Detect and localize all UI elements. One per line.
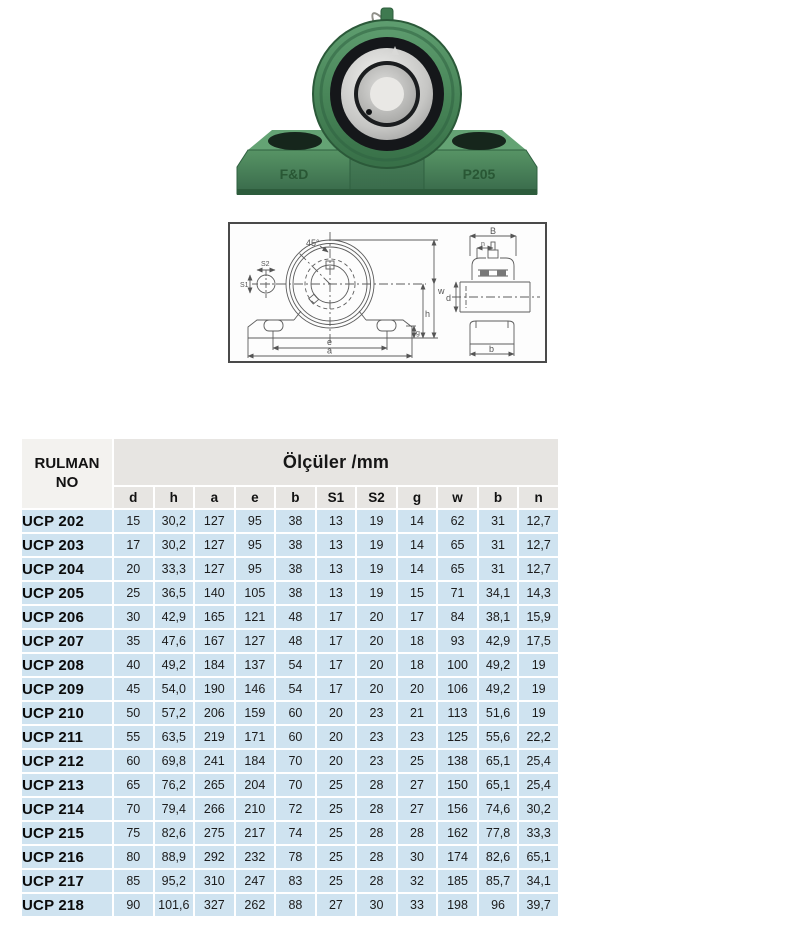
dimension-cell: 72 xyxy=(276,798,315,820)
dimension-cell: 13 xyxy=(317,510,356,532)
column-header: S2 xyxy=(357,487,396,508)
b-label: b xyxy=(489,344,495,354)
dimension-cell: 127 xyxy=(195,510,234,532)
dimension-cell: 65,1 xyxy=(479,774,518,796)
column-header: g xyxy=(398,487,437,508)
dimension-cell: 55,6 xyxy=(479,726,518,748)
dimension-cell: 20 xyxy=(317,750,356,772)
side-view xyxy=(452,236,540,356)
dimension-cell: 262 xyxy=(236,894,275,916)
dimension-cell: 241 xyxy=(195,750,234,772)
dimension-cell: 95 xyxy=(236,534,275,556)
dimension-cell: 167 xyxy=(195,630,234,652)
table-row xyxy=(22,894,558,916)
dimension-cell: 13 xyxy=(317,558,356,580)
dimension-cell: 25 xyxy=(398,750,437,772)
dimension-cell: 105 xyxy=(236,582,275,604)
dimension-cell: 88 xyxy=(276,894,315,916)
row-label: UCP 210 xyxy=(22,702,112,724)
dimension-cell: 23 xyxy=(398,726,437,748)
dimension-cell: 22,2 xyxy=(519,726,558,748)
dimension-cell: 14 xyxy=(398,558,437,580)
dimension-cell: 77,8 xyxy=(479,822,518,844)
row-label: UCP 218 xyxy=(22,894,112,916)
dimension-cell: 70 xyxy=(276,750,315,772)
dimension-cell: 85,7 xyxy=(479,870,518,892)
dimension-cell: 31 xyxy=(479,534,518,556)
dimension-cell: 74,6 xyxy=(479,798,518,820)
right-foot-marking: P205 xyxy=(462,166,496,182)
dimension-cell: 47,6 xyxy=(155,630,194,652)
dimension-cell: 101,6 xyxy=(155,894,194,916)
dimension-cell: 32 xyxy=(398,870,437,892)
dimension-cell: 30 xyxy=(114,606,153,628)
dimension-cell: 13 xyxy=(317,582,356,604)
dimension-cell: 34,1 xyxy=(519,870,558,892)
dimension-cell: 95,2 xyxy=(155,870,194,892)
dimension-cell: 70 xyxy=(114,798,153,820)
dimension-cell: 28 xyxy=(357,798,396,820)
dimension-cell: 140 xyxy=(195,582,234,604)
dimension-cell: 174 xyxy=(438,846,477,868)
dimension-cell: 20 xyxy=(317,702,356,724)
dimension-cell: 23 xyxy=(357,726,396,748)
dimension-cell: 93 xyxy=(438,630,477,652)
dimension-cell: 54 xyxy=(276,678,315,700)
e-label: e xyxy=(327,337,333,347)
row-label: UCP 205 xyxy=(22,582,112,604)
dimension-cell: 57,2 xyxy=(155,702,194,724)
table-row xyxy=(22,750,558,772)
dimension-cell: 19 xyxy=(357,510,396,532)
right-bolt-hole xyxy=(452,132,506,150)
h-label: h xyxy=(425,309,431,319)
row-label: UCP 202 xyxy=(22,510,112,532)
dimension-cell: 204 xyxy=(236,774,275,796)
dimension-cell: 49,2 xyxy=(155,654,194,676)
dimension-cell: 19 xyxy=(357,558,396,580)
row-label: UCP 204 xyxy=(22,558,112,580)
column-header: h xyxy=(155,487,194,508)
table-row xyxy=(22,606,558,628)
dimension-cell: 106 xyxy=(438,678,477,700)
dimension-cell: 39,7 xyxy=(519,894,558,916)
dimension-cell: 85 xyxy=(114,870,153,892)
dimension-cell: 30 xyxy=(398,846,437,868)
row-label: UCP 203 xyxy=(22,534,112,556)
dimension-cell: 14 xyxy=(398,510,437,532)
dimension-cell: 28 xyxy=(357,846,396,868)
front-view xyxy=(248,232,438,358)
row-header-line1: RULMAN xyxy=(34,454,100,472)
dimension-cell: 206 xyxy=(195,702,234,724)
dimension-cell: 19 xyxy=(519,702,558,724)
dimension-cell: 30,2 xyxy=(155,534,194,556)
dimension-cell: 65 xyxy=(438,534,477,556)
row-label: UCP 217 xyxy=(22,870,112,892)
dimension-cell: 38 xyxy=(276,534,315,556)
dimension-cell: 138 xyxy=(438,750,477,772)
dimension-cell: 42,9 xyxy=(155,606,194,628)
dimension-cell: 15,9 xyxy=(519,606,558,628)
dimension-cell: 219 xyxy=(195,726,234,748)
dimension-cell: 275 xyxy=(195,822,234,844)
left-foot-marking: F&D xyxy=(279,166,309,182)
dimension-cell: 327 xyxy=(195,894,234,916)
dimension-cell: 17 xyxy=(317,606,356,628)
dimension-cell: 49,2 xyxy=(479,678,518,700)
dimension-cell: 247 xyxy=(236,870,275,892)
left-bolt-hole xyxy=(268,132,322,150)
dimension-cell: 17 xyxy=(317,654,356,676)
dimension-cell: 13 xyxy=(317,534,356,556)
table-row xyxy=(22,798,558,820)
s1-label: S1 xyxy=(240,282,249,289)
g-label: g xyxy=(416,330,420,337)
B-label: B xyxy=(490,226,497,236)
dimension-cell: 15 xyxy=(114,510,153,532)
dimension-cell: 35 xyxy=(114,630,153,652)
dimension-cell: 17 xyxy=(114,534,153,556)
dimension-cell: 184 xyxy=(236,750,275,772)
dimension-cell: 33,3 xyxy=(519,822,558,844)
column-header: b xyxy=(276,487,315,508)
dimension-cell: 69,8 xyxy=(155,750,194,772)
dimension-cell: 159 xyxy=(236,702,275,724)
table-head xyxy=(22,439,558,508)
dimension-cell: 12,7 xyxy=(519,558,558,580)
column-header: e xyxy=(236,487,275,508)
dimension-cell: 25 xyxy=(317,798,356,820)
dimension-cell: 48 xyxy=(276,606,315,628)
dimension-cell: 84 xyxy=(438,606,477,628)
base-shadow xyxy=(237,189,537,195)
dimension-cell: 74 xyxy=(276,822,315,844)
dimension-cell: 25,4 xyxy=(519,750,558,772)
table-row xyxy=(22,774,558,796)
table-row xyxy=(22,726,558,748)
column-header: n xyxy=(519,487,558,508)
dimension-cell: 31 xyxy=(479,510,518,532)
technical-drawing-svg xyxy=(230,224,545,361)
n-label: n xyxy=(481,241,485,248)
dimension-cell: 113 xyxy=(438,702,477,724)
shaft-bore xyxy=(370,77,404,111)
row-header-title xyxy=(22,439,112,508)
dimension-cell: 171 xyxy=(236,726,275,748)
dimension-cell: 18 xyxy=(398,630,437,652)
dimension-cell: 266 xyxy=(195,798,234,820)
table-row xyxy=(22,846,558,868)
dimension-cell: 184 xyxy=(195,654,234,676)
row-label: UCP 211 xyxy=(22,726,112,748)
bearing-photo xyxy=(232,4,542,196)
dimension-cell: 18 xyxy=(398,654,437,676)
dimension-cell: 165 xyxy=(195,606,234,628)
dimension-cell: 265 xyxy=(195,774,234,796)
dimension-cell: 20 xyxy=(357,654,396,676)
dimensions-table xyxy=(20,437,560,918)
dimension-cell: 33,3 xyxy=(155,558,194,580)
table-row xyxy=(22,678,558,700)
dimension-cell: 21 xyxy=(398,702,437,724)
dimension-cell: 19 xyxy=(519,678,558,700)
dimension-cell: 23 xyxy=(357,750,396,772)
w-label: w xyxy=(438,286,445,296)
dimension-cell: 20 xyxy=(357,630,396,652)
a-label: a xyxy=(327,345,333,356)
dimension-cell: 20 xyxy=(357,678,396,700)
dimension-cell: 95 xyxy=(236,558,275,580)
table-row xyxy=(22,534,558,556)
dimension-cell: 70 xyxy=(276,774,315,796)
dimension-cell: 17 xyxy=(317,678,356,700)
dimension-cell: 27 xyxy=(398,798,437,820)
dimension-cell: 19 xyxy=(357,534,396,556)
dimension-cell: 14 xyxy=(398,534,437,556)
row-label: UCP 207 xyxy=(22,630,112,652)
dimension-cell: 162 xyxy=(438,822,477,844)
row-label: UCP 212 xyxy=(22,750,112,772)
dimension-cell: 75 xyxy=(114,822,153,844)
dimension-cell: 80 xyxy=(114,846,153,868)
dimension-cell: 121 xyxy=(236,606,275,628)
row-label: UCP 215 xyxy=(22,822,112,844)
dimension-cell: 82,6 xyxy=(155,822,194,844)
dimension-cell: 76,2 xyxy=(155,774,194,796)
row-label: UCP 209 xyxy=(22,678,112,700)
dimension-cell: 82,6 xyxy=(479,846,518,868)
dimension-cell: 217 xyxy=(236,822,275,844)
dimension-cell: 185 xyxy=(438,870,477,892)
dimension-cell: 79,4 xyxy=(155,798,194,820)
dimension-cell: 25 xyxy=(317,870,356,892)
dimension-cell: 60 xyxy=(114,750,153,772)
dimension-cell: 127 xyxy=(236,630,275,652)
dimension-cell: 55 xyxy=(114,726,153,748)
dimension-cell: 30,2 xyxy=(519,798,558,820)
dimension-cell: 27 xyxy=(398,774,437,796)
dimension-cell: 38 xyxy=(276,558,315,580)
dimension-cell: 127 xyxy=(195,534,234,556)
dimension-cell: 30 xyxy=(357,894,396,916)
dimension-cell: 20 xyxy=(357,606,396,628)
dimension-cell: 15 xyxy=(398,582,437,604)
dimension-cell: 28 xyxy=(357,822,396,844)
dimension-cell: 50 xyxy=(114,702,153,724)
dimension-cell: 34,1 xyxy=(479,582,518,604)
dimension-cell: 88,9 xyxy=(155,846,194,868)
dimension-cell: 14,3 xyxy=(519,582,558,604)
row-header-line2: NO xyxy=(55,473,79,491)
dimension-cell: 232 xyxy=(236,846,275,868)
dimension-cell: 25 xyxy=(114,582,153,604)
dimension-cell: 90 xyxy=(114,894,153,916)
column-header: w xyxy=(438,487,477,508)
dimension-cell: 12,7 xyxy=(519,534,558,556)
row-label: UCP 206 xyxy=(22,606,112,628)
row-label: UCP 208 xyxy=(22,654,112,676)
group-header-row xyxy=(22,439,558,485)
table-row xyxy=(22,822,558,844)
dimension-cell: 65 xyxy=(114,774,153,796)
dimension-cell: 54,0 xyxy=(155,678,194,700)
dimension-cell: 25 xyxy=(317,846,356,868)
table-row xyxy=(22,870,558,892)
row-label: UCP 216 xyxy=(22,846,112,868)
dimension-cell: 20 xyxy=(317,726,356,748)
dimension-cell: 48 xyxy=(276,630,315,652)
dimension-cell: 25 xyxy=(317,822,356,844)
dimension-cell: 19 xyxy=(519,654,558,676)
dimension-cell: 38 xyxy=(276,510,315,532)
technical-drawing xyxy=(228,222,547,363)
table-row xyxy=(22,510,558,532)
dimension-cell: 190 xyxy=(195,678,234,700)
table-row xyxy=(22,630,558,652)
dimension-cell: 65 xyxy=(438,558,477,580)
column-header: a xyxy=(195,487,234,508)
dimension-cell: 25 xyxy=(317,774,356,796)
dimension-cell: 83 xyxy=(276,870,315,892)
row-label: UCP 213 xyxy=(22,774,112,796)
table-row xyxy=(22,558,558,580)
dimension-cell: 125 xyxy=(438,726,477,748)
dimension-cell: 51,6 xyxy=(479,702,518,724)
d-label: d xyxy=(446,293,452,303)
dimension-cell: 28 xyxy=(398,822,437,844)
dimension-cell: 17 xyxy=(398,606,437,628)
dimension-cell: 28 xyxy=(357,774,396,796)
dimension-cell: 65,1 xyxy=(519,846,558,868)
dimension-cell: 156 xyxy=(438,798,477,820)
table-row xyxy=(22,654,558,676)
dimension-cell: 40 xyxy=(114,654,153,676)
dimension-cell: 150 xyxy=(438,774,477,796)
table-row xyxy=(22,582,558,604)
dimension-cell: 71 xyxy=(438,582,477,604)
dimension-cell: 95 xyxy=(236,510,275,532)
dimension-cell: 38,1 xyxy=(479,606,518,628)
dimension-cell: 100 xyxy=(438,654,477,676)
s2-label: S2 xyxy=(261,261,270,268)
dimension-cell: 25,4 xyxy=(519,774,558,796)
dimension-cell: 210 xyxy=(236,798,275,820)
dimension-cell: 45 xyxy=(114,678,153,700)
dimensions-table-body xyxy=(22,510,558,916)
dimension-cell: 30,2 xyxy=(155,510,194,532)
table-row xyxy=(22,702,558,724)
dimension-cell: 63,5 xyxy=(155,726,194,748)
dimension-cell: 310 xyxy=(195,870,234,892)
dimension-cell: 17,5 xyxy=(519,630,558,652)
dimension-cell: 20 xyxy=(398,678,437,700)
dimension-cell: 23 xyxy=(357,702,396,724)
dimension-cell: 49,2 xyxy=(479,654,518,676)
group-header: Ölçüler /mm xyxy=(114,439,558,485)
dimension-cell: 78 xyxy=(276,846,315,868)
dimension-cell: 137 xyxy=(236,654,275,676)
dimension-cell: 38 xyxy=(276,582,315,604)
dimension-cell: 65,1 xyxy=(479,750,518,772)
dimension-cell: 12,7 xyxy=(519,510,558,532)
dimension-cell: 27 xyxy=(317,894,356,916)
bearing-photo-svg xyxy=(232,4,542,196)
column-header: S1 xyxy=(317,487,356,508)
dimension-cell: 42,9 xyxy=(479,630,518,652)
dimension-cell: 31 xyxy=(479,558,518,580)
row-label: UCP 214 xyxy=(22,798,112,820)
dimension-cell: 60 xyxy=(276,726,315,748)
dimension-cell: 36,5 xyxy=(155,582,194,604)
dimension-cell: 19 xyxy=(357,582,396,604)
dimension-cell: 198 xyxy=(438,894,477,916)
dimension-cell: 28 xyxy=(357,870,396,892)
dimension-cell: 60 xyxy=(276,702,315,724)
dimension-cell: 62 xyxy=(438,510,477,532)
dimension-cell: 20 xyxy=(114,558,153,580)
dimension-cell: 127 xyxy=(195,558,234,580)
column-header: d xyxy=(114,487,153,508)
column-header: b xyxy=(479,487,518,508)
set-screw xyxy=(366,109,372,115)
dimension-cell: 146 xyxy=(236,678,275,700)
angle-label: 45° xyxy=(306,238,320,248)
dimension-cell: 292 xyxy=(195,846,234,868)
dimension-cell: 33 xyxy=(398,894,437,916)
dimension-cell: 96 xyxy=(479,894,518,916)
dimension-cell: 54 xyxy=(276,654,315,676)
dimension-cell: 17 xyxy=(317,630,356,652)
